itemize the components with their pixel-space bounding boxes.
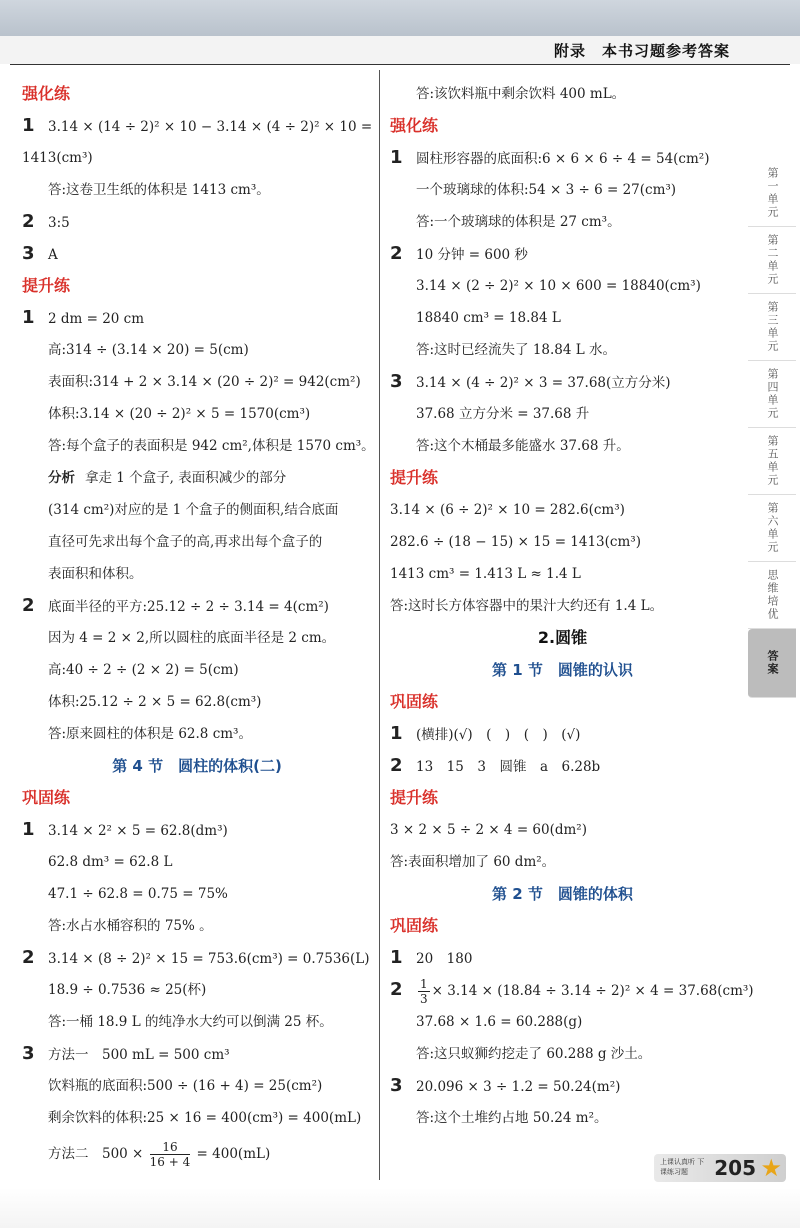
tab-unit[interactable]: 第四单元 [748, 361, 796, 428]
problem-line [390, 942, 735, 974]
problem-text: 方法一 500 mL = 500 cm³ [48, 1047, 230, 1063]
answer-line: 表面积:314 + 2 × 3.14 × (20 ÷ 2)² = 942(cm²) [48, 374, 361, 390]
section-heading: 强化练 [390, 116, 439, 135]
problem-number: 1 [22, 307, 35, 328]
problem-text: 3.14 × 2² × 5 = 62.8(dm³) [48, 823, 228, 839]
problem-number: 1 [390, 147, 403, 168]
left-column [22, 78, 375, 1174]
unit-tabs [748, 160, 800, 698]
problem-line [390, 974, 754, 1006]
answer-line: 18.9 ÷ 0.7536 ≈ 25(杯) [48, 982, 207, 998]
answer-line: 答:这个土堆约占地 50.24 m²。 [416, 1110, 608, 1126]
answer-line: 剩余饮料的体积:25 × 16 = 400(cm³) = 400(mL) [48, 1110, 362, 1126]
answer-line: 答:这只蚁狮约挖走了 60.288 g 沙土。 [416, 1046, 652, 1062]
tab-unit[interactable]: 答案 [748, 629, 796, 698]
problem-text: 3:5 [48, 215, 70, 231]
lesson-title: 第 4 节 圆柱的体积(二) [112, 757, 282, 775]
answer-line: 答:每个盒子的表面积是 942 cm²,体积是 1570 cm³。 [48, 438, 375, 454]
problem-number: 3 [22, 243, 35, 264]
problem-text: 3.14 × (8 ÷ 2)² × 15 = 753.6(cm³) = 0.7536(L) [48, 951, 370, 967]
fraction-numerator: 1 [420, 977, 428, 991]
answer-line: 体积:25.12 ÷ 2 × 5 = 62.8(cm³) [48, 694, 262, 710]
page-footer [654, 1154, 786, 1182]
problem-number: 2 [22, 211, 35, 232]
problem-number: 3 [22, 1043, 35, 1064]
section-heading: 巩固练 [390, 692, 439, 711]
problem-text: (横排)(√) ( ) ( ) (√) [416, 727, 581, 743]
answer-line: 高:314 ÷ (3.14 × 20) = 5(cm) [48, 342, 249, 358]
problem-text: 3.14 × (4 ÷ 2)² × 3 = 37.68(立方分米) [416, 375, 671, 391]
problem-line [22, 206, 372, 238]
problem-text: 圆柱形容器的底面积:6 × 6 × 6 ÷ 4 = 54(cm²) [416, 151, 710, 167]
section-heading: 强化练 [22, 84, 71, 103]
answer-line: 47.1 ÷ 62.8 = 0.75 = 75% [48, 886, 228, 902]
tab-unit[interactable]: 第二单元 [748, 227, 796, 294]
answer-result: = 400(mL) [192, 1146, 271, 1162]
problem-line [390, 238, 735, 270]
fraction [150, 1140, 191, 1169]
answer-line: 因为 4 = 2 × 2,所以圆柱的底面半径是 2 cm。 [48, 630, 336, 646]
answer-line: 1413(cm³) [22, 150, 93, 166]
answer-line: 3 × 2 × 5 ÷ 2 × 4 = 60(dm²) [390, 822, 587, 838]
header-rule [10, 64, 790, 65]
fraction-numerator: 16 [150, 1140, 191, 1155]
problem-line [22, 302, 372, 334]
answer-line: (314 cm²)对应的是 1 个盒子的侧面积,结合底面 [48, 502, 339, 518]
problem-line [22, 590, 372, 622]
answer-line: 3.14 × (2 ÷ 2)² × 10 × 600 = 18840(cm³) [416, 278, 701, 294]
problem-number: 2 [22, 595, 35, 616]
problem-line [22, 238, 372, 270]
fraction-denominator: 3 [420, 992, 428, 1006]
problem-text: 3.14 × (14 ÷ 2)² × 10 − 3.14 × (4 ÷ 2)² × 10 = [48, 119, 373, 135]
lesson-title: 第 1 节 圆锥的认识 [492, 661, 633, 679]
bottom-shade [0, 1188, 800, 1228]
chapter-title: 2.圆锥 [537, 628, 588, 647]
problem-line [390, 718, 735, 750]
problem-number: 2 [22, 947, 35, 968]
answer-line: 3.14 × (6 ÷ 2)² × 10 = 282.6(cm³) [390, 502, 625, 518]
problem-line [390, 750, 735, 782]
problem-number: 1 [390, 723, 403, 744]
problem-text: 13 15 3 圆锥 a 6.28b [416, 759, 601, 775]
problem-line [22, 1038, 372, 1070]
answer-line: 18840 cm³ = 18.84 L [416, 310, 561, 326]
problem-line [22, 942, 372, 974]
problem-line [390, 366, 735, 398]
answer-line: 37.68 立方分米 = 37.68 升 [416, 406, 590, 422]
lesson-title: 第 2 节 圆锥的体积 [492, 885, 633, 903]
answer-line: 一个玻璃球的体积:54 × 3 ÷ 6 = 27(cm³) [416, 182, 677, 198]
problem-text: 底面半径的平方:25.12 ÷ 2 ÷ 3.14 = 4(cm²) [48, 599, 329, 615]
problem-number: 2 [390, 243, 403, 264]
problem-text: 20 180 [416, 951, 473, 967]
answer-line: 37.68 × 1.6 = 60.288(g) [416, 1014, 583, 1030]
tab-unit[interactable]: 第一单元 [748, 160, 796, 227]
answer-line: 表面积和体积。 [48, 566, 143, 582]
analysis-label: 分析 [48, 470, 75, 486]
problem-text: 20.096 × 3 ÷ 1.2 = 50.24(m²) [416, 1079, 621, 1095]
answer-line: 答:这时已经流失了 18.84 L 水。 [416, 342, 617, 358]
answer-line: 答:这时长方体容器中的果汁大约还有 1.4 L。 [390, 598, 664, 614]
answer-line: 高:40 ÷ 2 ÷ (2 × 2) = 5(cm) [48, 662, 239, 678]
column-divider [379, 70, 380, 1180]
section-heading: 巩固练 [390, 916, 439, 935]
tab-unit[interactable]: 第五单元 [748, 428, 796, 495]
answer-line: 直径可先求出每个盒子的高,再求出每个盒子的 [48, 534, 323, 550]
problem-line [22, 110, 372, 142]
answer-line: 答:这卷卫生纸的体积是 1413 cm³。 [48, 182, 270, 198]
answer-line: 282.6 ÷ (18 − 15) × 15 = 1413(cm³) [390, 534, 641, 550]
problem-line [390, 142, 735, 174]
problem-text: 10 分钟 = 600 秒 [416, 247, 528, 263]
method-label: 方法二 500 × [48, 1146, 148, 1162]
problem-number: 1 [22, 819, 35, 840]
problem-text: 2 dm = 20 cm [48, 311, 145, 327]
answer-line: 1413 cm³ = 1.413 L ≈ 1.4 L [390, 566, 581, 582]
footer-slogan: 上课认真听 下课练习题 [660, 1158, 705, 1176]
answer-line: 答:一个玻璃球的体积是 27 cm³。 [416, 214, 621, 230]
fraction [418, 977, 430, 1006]
analysis-text: 拿走 1 个盒子, 表面积减少的部分 [85, 470, 287, 486]
answer-line: 答:表面积增加了 60 dm²。 [390, 854, 556, 870]
answer-line: 饮料瓶的底面积:500 ÷ (16 + 4) = 25(cm²) [48, 1078, 323, 1094]
star-icon: ★ [760, 1154, 782, 1182]
problem-text: A [48, 247, 58, 263]
answer-line: 体积:3.14 × (20 ÷ 2)² × 5 = 1570(cm³) [48, 406, 311, 422]
answer-line: 答:水占水桶容积的 75% 。 [48, 918, 213, 934]
problem-number: 3 [390, 371, 403, 392]
answer-line: 答:一桶 18.9 L 的纯净水大约可以倒满 25 杯。 [48, 1014, 333, 1030]
section-heading: 提升练 [22, 276, 71, 295]
tab-unit[interactable]: 第六单元 [748, 495, 796, 562]
problem-number: 1 [22, 115, 35, 136]
answer-line [22, 1134, 372, 1174]
tab-unit[interactable]: 思维培优 [748, 562, 796, 629]
problem-line [22, 814, 372, 846]
page-number: 205 [714, 1156, 756, 1180]
answer-line: 答:原来圆柱的体积是 62.8 cm³。 [48, 726, 252, 742]
section-heading: 提升练 [390, 468, 439, 487]
problem-number: 2 [390, 755, 403, 776]
top-banner [0, 0, 800, 36]
answer-line: 答:这个木桶最多能盛水 37.68 升。 [416, 438, 630, 454]
problem-line [390, 1070, 735, 1102]
section-heading: 提升练 [390, 788, 439, 807]
problem-number: 2 [390, 979, 403, 1000]
problem-number: 1 [390, 947, 403, 968]
answer-line: 62.8 dm³ = 62.8 L [48, 854, 173, 870]
page-header-title: 附录 本书习题参考答案 [553, 42, 730, 60]
analysis-line [22, 462, 372, 494]
problem-number: 3 [390, 1075, 403, 1096]
answer-line: 答:该饮料瓶中剩余饮料 400 mL。 [416, 86, 626, 102]
section-heading: 巩固练 [22, 788, 71, 807]
fraction-denominator: 16 + 4 [149, 1155, 191, 1169]
problem-text: × 3.14 × (18.84 ÷ 3.14 ÷ 2)² × 4 = 37.68(cm³) [431, 983, 754, 999]
tab-unit[interactable]: 第三单元 [748, 294, 796, 361]
right-column [390, 78, 754, 1134]
